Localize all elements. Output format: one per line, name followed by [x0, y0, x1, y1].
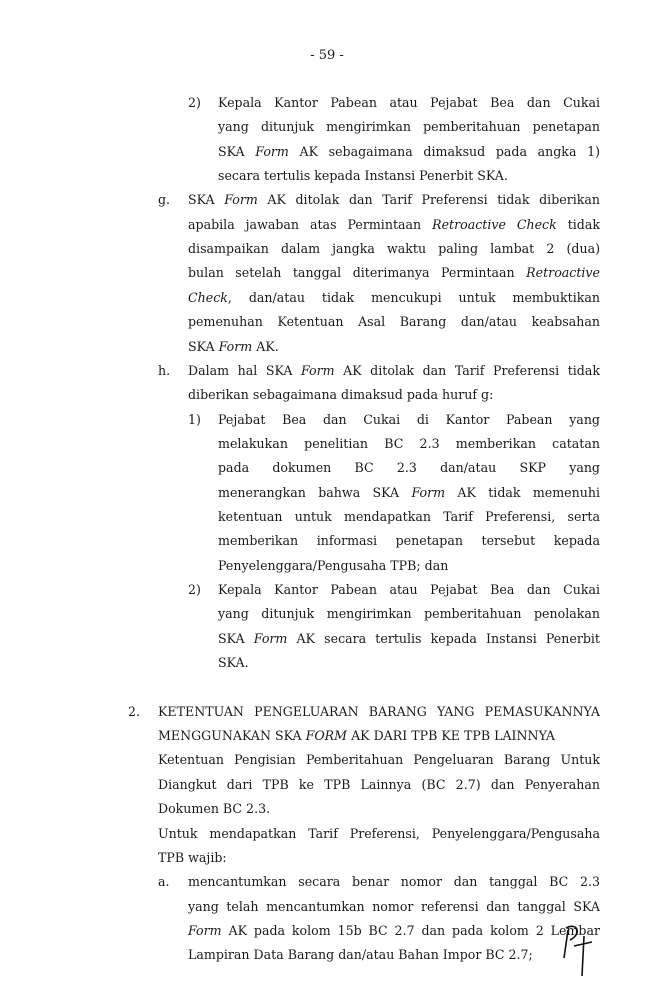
- text-segment: Diangkut dari TPB ke TPB Lainnya (BC 2.7) dan Penyerahan: [158, 776, 600, 792]
- text-segment: SKA: [188, 338, 219, 354]
- text-line: [158, 800, 270, 818]
- text-segment: yang telah mencantumkan nomor referensi dan tanggal SKA: [188, 898, 600, 914]
- italic-term: Form: [224, 192, 258, 208]
- text-segment: menerangkan bahwa SKA: [218, 484, 412, 500]
- italic-term: Form: [411, 484, 446, 500]
- text-line: [218, 581, 600, 599]
- text-segment: AK sebagaimana dimaksud pada angka 1): [288, 143, 600, 159]
- text-segment: Ketentuan Pengisian Pemberitahuan Pengeluaran Barang Untuk: [158, 752, 600, 768]
- text-segment: SKA: [218, 630, 254, 646]
- text-segment: yang ditunjuk mengirimkan pemberitahuan penolakan: [218, 606, 600, 622]
- text-line: [218, 435, 600, 453]
- text-segment: SKA: [218, 143, 256, 159]
- text-segment: TPB wajib:: [158, 849, 227, 865]
- text-line: [188, 264, 600, 282]
- text-line: [188, 191, 600, 209]
- text-line: [218, 459, 600, 477]
- text-segment: memberikan informasi penetapan tersebut kepada: [218, 533, 600, 549]
- text-line: [188, 922, 600, 940]
- text-segment: Dokumen BC 2.3.: [158, 801, 271, 817]
- list-marker: a.: [158, 874, 170, 890]
- italic-term: Form: [255, 143, 289, 159]
- text-segment: AK ditolak dan Tarif Preferensi tidak diberikan: [257, 192, 600, 208]
- text-segment: ketentuan untuk mendapatkan Tarif Preferensi, serta: [218, 508, 600, 524]
- text-line: [218, 532, 600, 550]
- text-line: [188, 313, 600, 331]
- text-segment: pada dokumen BC 2.3 dan/atau SKP yang: [218, 460, 600, 476]
- list-marker: 1): [188, 411, 201, 427]
- text-segment: Kepala Kantor Pabean atau Pejabat Bea dan Cukai: [218, 95, 600, 110]
- text-line: [218, 167, 508, 185]
- text-segment: SKA.: [218, 655, 249, 671]
- text-segment: disampaikan dalam jangka waktu paling lambat 2 (dua): [188, 241, 600, 257]
- text-line: [158, 849, 227, 867]
- text-line: [218, 143, 600, 161]
- text-segment: yang ditunjuk mengirimkan pemberitahuan penetapan: [218, 119, 600, 135]
- text-line: [188, 362, 600, 380]
- text-segment: MENGGUNAKAN SKA: [158, 728, 306, 744]
- list-marker: 2): [188, 582, 201, 597]
- list-marker: g.: [158, 192, 171, 208]
- text-line: [158, 727, 555, 745]
- text-line: [188, 289, 600, 307]
- text-segment: AK pada kolom 15b BC 2.7 dan pada kolom 2 Lembar: [221, 922, 600, 938]
- italic-term: Retroactive Check: [432, 216, 557, 232]
- list-marker: h.: [158, 362, 171, 378]
- text-segment: mencantumkan secara benar nomor dan tanggal BC 2.3: [188, 874, 600, 890]
- text-line: [158, 751, 600, 769]
- italic-term: FORM: [305, 728, 348, 744]
- text-line: [188, 898, 600, 916]
- text-segment: Untuk mendapatkan Tarif Preferensi, Penyelenggara/Pengusaha: [158, 825, 600, 841]
- list-marker: 2): [188, 95, 201, 110]
- text-line: [218, 630, 600, 648]
- italic-term: Form: [300, 362, 335, 378]
- text-segment: tidak: [556, 216, 600, 232]
- italic-term: Retroactive: [526, 265, 600, 281]
- italic-term: Form: [218, 338, 253, 354]
- text-segment: , dan/atau tidak mencukupi untuk membuktikan: [227, 289, 600, 305]
- text-segment: Penyelenggara/Pengusaha TPB; dan: [218, 557, 449, 573]
- list-marker: 2.: [128, 703, 141, 719]
- text-line: [188, 240, 600, 258]
- text-segment: pemenuhan Ketentuan Asal Barang dan/atau keabsahan: [188, 314, 600, 330]
- text-line: [188, 338, 279, 356]
- text-line: [218, 557, 448, 575]
- italic-term: Check: [188, 289, 228, 305]
- text-segment: AK DARI TPB KE TPB LAINNYA: [347, 728, 555, 744]
- text-segment: Dalam hal SKA: [188, 362, 301, 378]
- text-segment: AK secara tertulis kepada Instansi Penerbit: [287, 630, 600, 646]
- text-line: [188, 946, 533, 964]
- text-line: [218, 654, 249, 672]
- text-line: [218, 484, 600, 502]
- text-segment: melakukan penelitian BC 2.3 memberikan catatan: [218, 435, 600, 451]
- text-line: [218, 605, 600, 623]
- text-line: [188, 216, 600, 234]
- text-line: [158, 703, 600, 721]
- text-segment: SKA: [188, 192, 225, 208]
- text-segment: AK.: [252, 338, 279, 354]
- text-line: [218, 118, 600, 136]
- text-segment: AK ditolak dan Tarif Preferensi tidak: [334, 362, 600, 378]
- text-line: [218, 508, 600, 526]
- text-line: [158, 776, 600, 794]
- handwritten-initials-signature: [560, 918, 600, 978]
- text-segment: Lampiran Data Barang dan/atau Bahan Impor BC 2.7;: [188, 947, 533, 963]
- italic-term: Form: [188, 922, 222, 938]
- text-segment: apabila jawaban atas Permintaan: [188, 216, 433, 232]
- text-segment: AK tidak memenuhi: [445, 484, 600, 500]
- text-line: [188, 873, 600, 891]
- italic-term: Form: [253, 630, 288, 646]
- text-segment: KETENTUAN PENGELUARAN BARANG YANG PEMASUKANNYA: [158, 703, 600, 719]
- text-segment: Pejabat Bea dan Cukai di Kantor Pabean yang: [218, 411, 600, 427]
- text-segment: secara tertulis kepada Instansi Penerbit SKA.: [218, 168, 508, 184]
- text-line: [218, 94, 600, 112]
- page-number: - 59 -: [310, 48, 344, 63]
- text-line: [188, 386, 493, 404]
- text-segment: Kepala Kantor Pabean atau Pejabat Bea dan Cukai: [218, 582, 600, 597]
- text-line: [218, 411, 600, 429]
- text-segment: diberikan sebagaimana dimaksud pada huruf g:: [188, 387, 494, 403]
- text-line: [158, 825, 600, 843]
- text-segment: bulan setelah tanggal diterimanya Permintaan: [188, 265, 527, 281]
